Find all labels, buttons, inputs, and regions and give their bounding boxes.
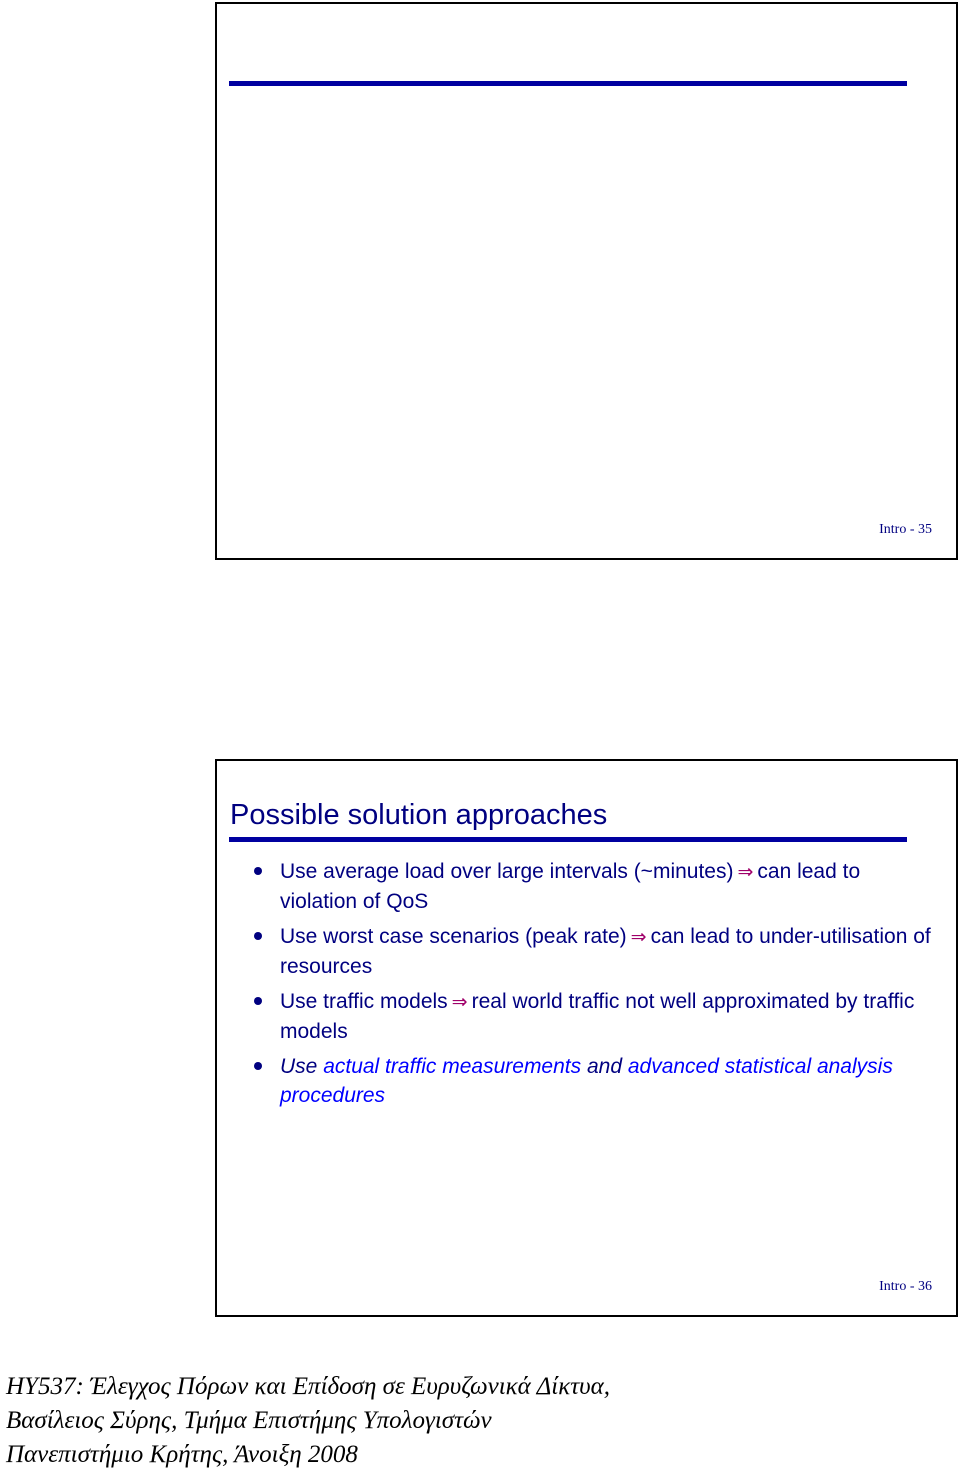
implies-arrow-icon: ⇒ bbox=[451, 991, 468, 1013]
bullet-text-after: can lead to violation of QoS bbox=[280, 860, 861, 913]
bullet-dot-icon bbox=[254, 997, 262, 1005]
implies-arrow-icon: ⇒ bbox=[737, 861, 754, 883]
bullet-text-before: Use traffic models bbox=[280, 990, 448, 1013]
bullet-text-part: Use bbox=[280, 1055, 324, 1078]
bullet-item-measurements bbox=[217, 1052, 937, 1110]
slide-number: Intro - 36 bbox=[879, 1279, 932, 1294]
footer-line-institution: Πανεπιστήμιο Κρήτης, Άνοιξη 2008 bbox=[6, 1441, 358, 1468]
implies-arrow-icon: ⇒ bbox=[630, 926, 647, 948]
bullet-text-before: Use average load over large intervals (~minutes) bbox=[280, 860, 734, 883]
bullet-item-traffic-models bbox=[217, 987, 937, 1046]
bullet-item-worst-case bbox=[217, 922, 937, 981]
bullet-dot-icon bbox=[254, 867, 262, 875]
title-rule bbox=[229, 837, 907, 842]
bullet-highlight-measurements: actual traffic measurements bbox=[323, 1055, 582, 1078]
slide-title: Possible solution approaches bbox=[230, 799, 608, 831]
bullet-list bbox=[217, 857, 937, 1116]
footer-line-course: HY537: Έλεγχος Πόρων και Επίδοση σε Ευρυζωνικά Δίκτυα, bbox=[6, 1373, 610, 1400]
bullet-text-after: real world traffic not well approximated by traffic models bbox=[280, 990, 915, 1043]
slide-35 bbox=[215, 2, 958, 560]
footer-line-author: Βασίλειος Σύρης, Τμήμα Επιστήμης Υπολογιστών bbox=[6, 1407, 492, 1434]
slide-36 bbox=[215, 759, 958, 1317]
bullet-dot-icon bbox=[254, 932, 262, 940]
bullet-highlight-analysis: advanced statistical analysis procedures bbox=[280, 1055, 893, 1107]
title-rule bbox=[229, 81, 907, 86]
bullet-dot-icon bbox=[254, 1062, 262, 1070]
page-footer bbox=[6, 1370, 610, 1472]
bullet-text-after: can lead to under-utilisation of resources bbox=[280, 925, 931, 978]
bullet-text-part: and bbox=[581, 1055, 628, 1078]
bullet-text-before: Use worst case scenarios (peak rate) bbox=[280, 925, 627, 948]
bullet-item-average-load bbox=[217, 857, 937, 916]
slide-number: Intro - 35 bbox=[879, 522, 932, 537]
